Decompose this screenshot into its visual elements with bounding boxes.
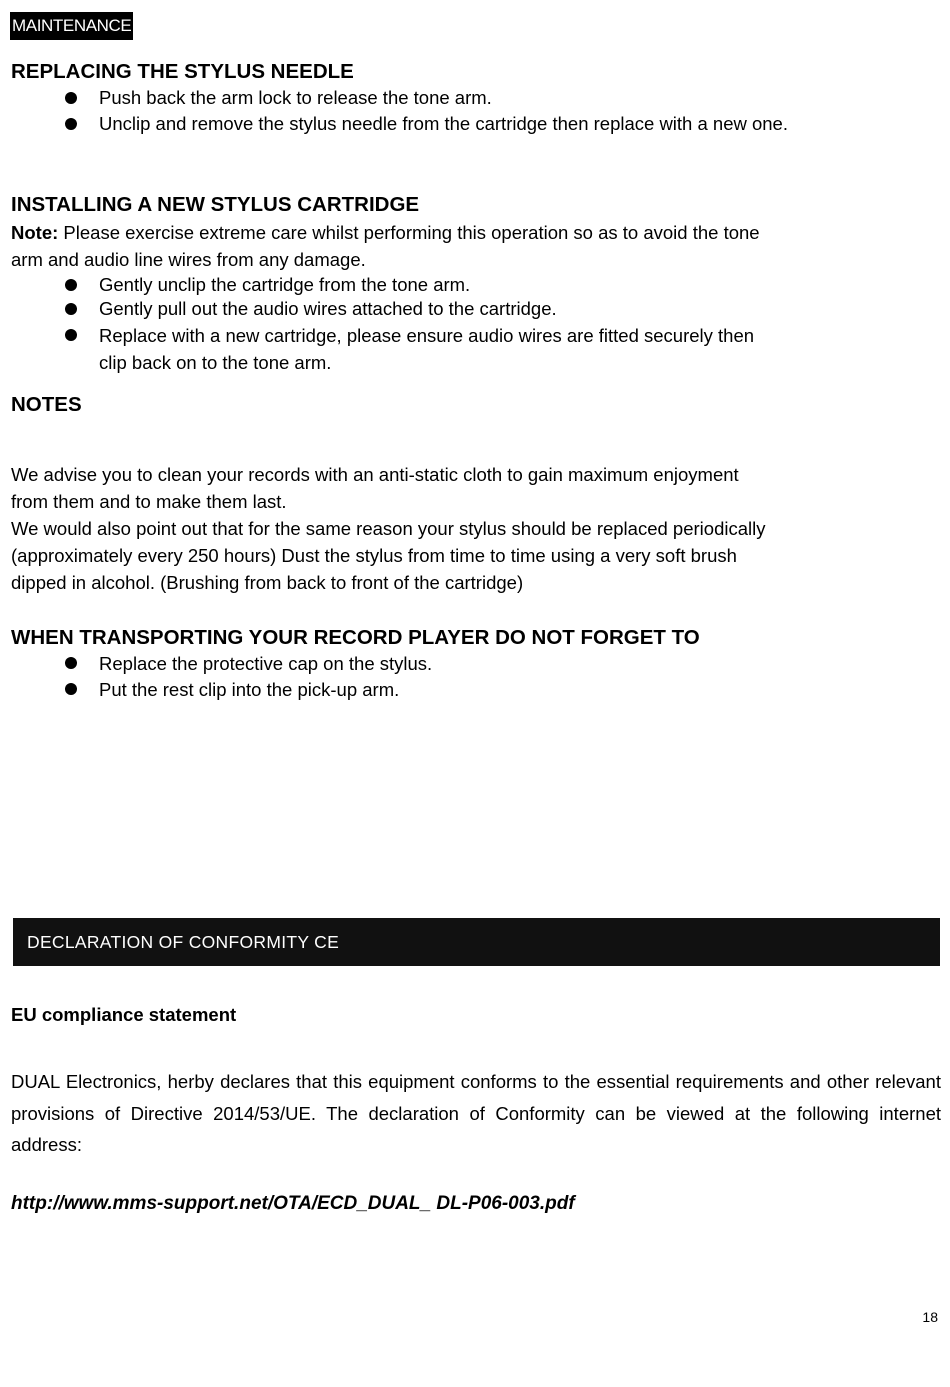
page-number: 18 [922, 1309, 938, 1325]
replacing-heading: REPLACING THE STYLUS NEEDLE [11, 60, 354, 83]
bullet-icon [65, 279, 77, 291]
list-item: Gently unclip the cartridge from the tone arm. [0, 273, 754, 297]
bullet-icon [65, 118, 77, 130]
replacing-list [0, 86, 788, 138]
bullet-icon [65, 683, 77, 695]
list-item: Replace with a new cartridge, please ensure audio wires are fitted securely then clip back on to the tone arm. [0, 322, 754, 376]
list-item: Unclip and remove the stylus needle from the cartridge then replace with a new one. [0, 112, 788, 138]
bullet-icon [65, 657, 77, 669]
notes-body: We advise you to clean your records with an anti-static cloth to gain maximum enjoyment from them and to make them last. We would also point out that for the same reason your stylus should be replaced periodically (approximately every 250 hours) Dust the stylus from time to time using a very soft brush dipped in alcohol. (Brushing from back to front of the cartridge) [11, 464, 766, 593]
transport-heading: WHEN TRANSPORTING YOUR RECORD PLAYER DO NOT FORGET TO [11, 626, 700, 649]
section-tag: MAINTENANCE [10, 12, 133, 40]
bullet-icon [65, 92, 77, 104]
declaration-body: DUAL Electronics, herby declares that this equipment conforms to the essential requirements and other relevant provisions of Directive 2014/53/UE. The declaration of Conformity can be viewed at the following internet address: [11, 1071, 941, 1155]
installing-heading: INSTALLING A NEW STYLUS CARTRIDGE [11, 193, 420, 216]
installing-list [0, 273, 754, 376]
list-item: Gently pull out the audio wires attached to the cartridge. [0, 297, 754, 322]
note-label: Note: [11, 222, 59, 243]
bullet-icon [65, 303, 77, 315]
list-item: Replace the protective cap on the stylus. [0, 652, 432, 678]
installing-note: Note: Please exercise extreme care whilst performing this operation so as to avoid the tone arm and audio line wires from any damage. [11, 222, 760, 270]
eu-compliance-heading: EU compliance statement [11, 1004, 237, 1025]
list-item: Push back the arm lock to release the tone arm. [0, 86, 788, 112]
list-item: Put the rest clip into the pick-up arm. [0, 678, 432, 704]
notes-heading: NOTES [11, 393, 82, 416]
declaration-url[interactable]: http://www.mms-support.net/OTA/ECD_DUAL_ DL-P06-003.pdf [11, 1193, 575, 1214]
transport-list [0, 652, 432, 704]
declaration-banner: DECLARATION OF CONFORMITY CE [13, 918, 940, 966]
bullet-icon [65, 329, 77, 341]
